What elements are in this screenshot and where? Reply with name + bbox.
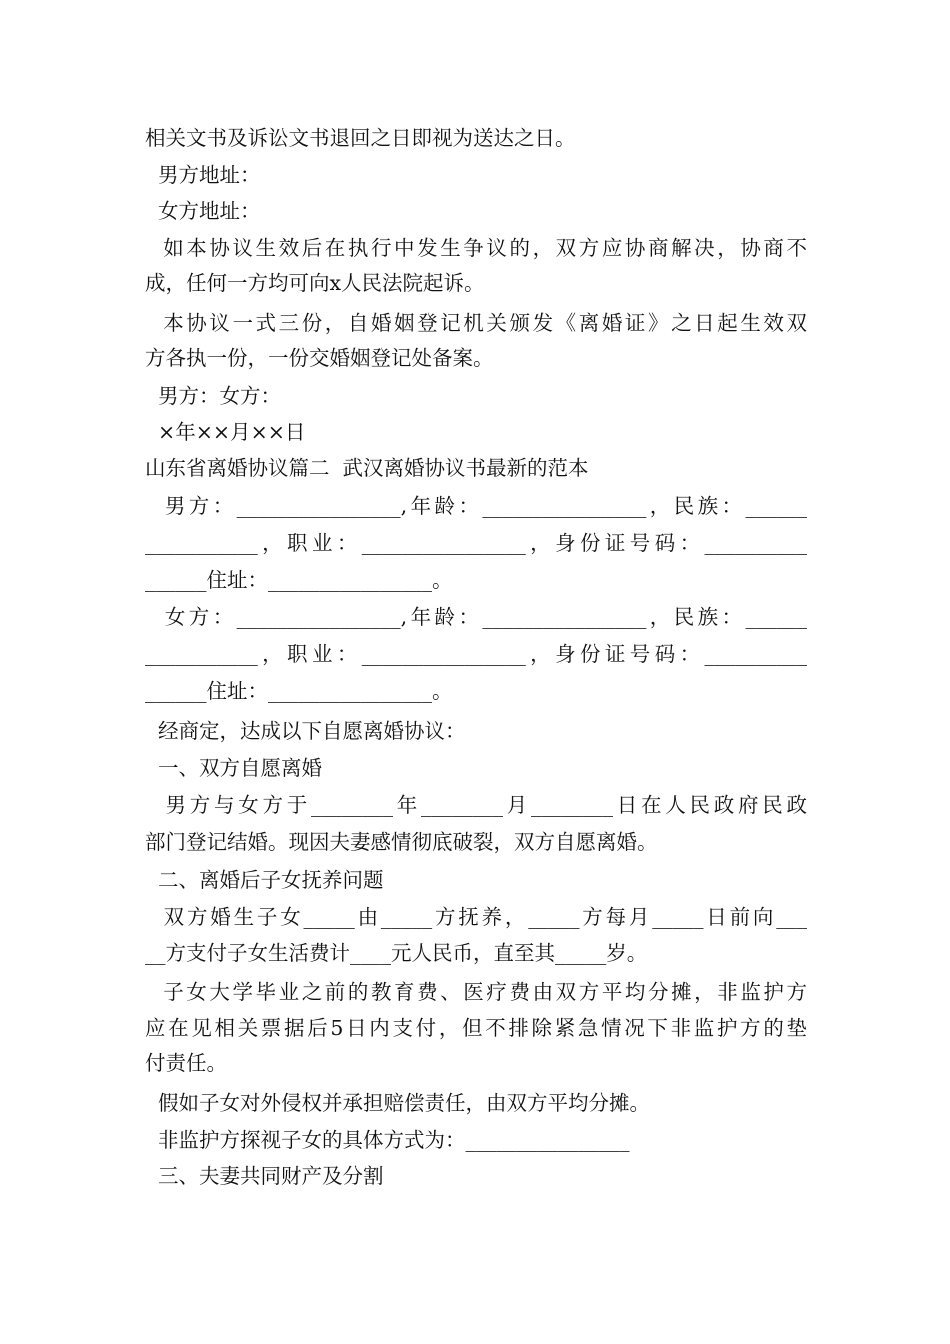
text-line: 付责任。 — [145, 1051, 227, 1075]
text-line: 部门登记结婚。现因夫妻感情彻底破裂，双方自愿离婚。 — [145, 830, 658, 854]
text-line: 经商定，达成以下自愿离婚协议： — [145, 719, 466, 743]
clause-heading: 二、离婚后子女抚养问题 — [145, 868, 384, 892]
form-line: ___________，职业：________________，身份证号码：__________ — [145, 531, 807, 555]
text-line: __方支付子女生活费计____元人民币，直至其_____岁。 — [145, 941, 648, 965]
text-line: 应在见相关票据后5日内支付，但不排除紧急情况下非监护方的垫 — [145, 1016, 807, 1040]
text-line: 双方婚生子女_____由_____方抚养，_____方每月_____日前向___ — [145, 905, 807, 929]
text-line: 方各执一份，一份交婚姻登记处备案。 — [145, 346, 494, 370]
text-line: 相关文书及诉讼文书退回之日即视为送达之日。 — [145, 126, 576, 150]
text-line: ×年××月××日 — [145, 420, 306, 444]
text-line: 成，任何一方均可向x人民法院起诉。 — [145, 271, 485, 295]
text-line: 如本协议生效后在执行中发生争议的，双方应协商解决，协商不 — [145, 236, 807, 260]
clause-heading: 三、夫妻共同财产及分割 — [145, 1164, 384, 1188]
form-line: ___________，职业：________________，身份证号码：__________ — [145, 642, 807, 666]
text-line: 男方地址： — [145, 163, 261, 187]
form-line: 女方：________________,年龄：________________，民族：______ — [145, 605, 807, 629]
section-heading: 山东省离婚协议篇二 武汉离婚协议书最新的范本 — [145, 456, 589, 480]
text-line: 男方与女方于________年________月________日在人民政府民政 — [145, 793, 807, 817]
text-line: 女方地址： — [145, 199, 261, 223]
text-line: 本协议一式三份，自婚姻登记机关颁发《离婚证》之日起生效双 — [145, 311, 807, 335]
text-line: 假如子女对外侵权并承担赔偿责任，由双方平均分摊。 — [145, 1091, 651, 1115]
form-line: ______住址：________________。 — [145, 679, 453, 703]
form-line: ______住址：________________。 — [145, 568, 453, 592]
text-line: 非监护方探视子女的具体方式为：________________ — [145, 1128, 630, 1152]
text-line: 子女大学毕业之前的教育费、医疗费由双方平均分摊，非监护方 — [145, 980, 807, 1004]
clause-heading: 一、双方自愿离婚 — [145, 756, 323, 780]
text-line: 男方：女方： — [145, 384, 282, 408]
form-line: 男方：________________,年龄：________________，民族：______ — [145, 494, 807, 518]
